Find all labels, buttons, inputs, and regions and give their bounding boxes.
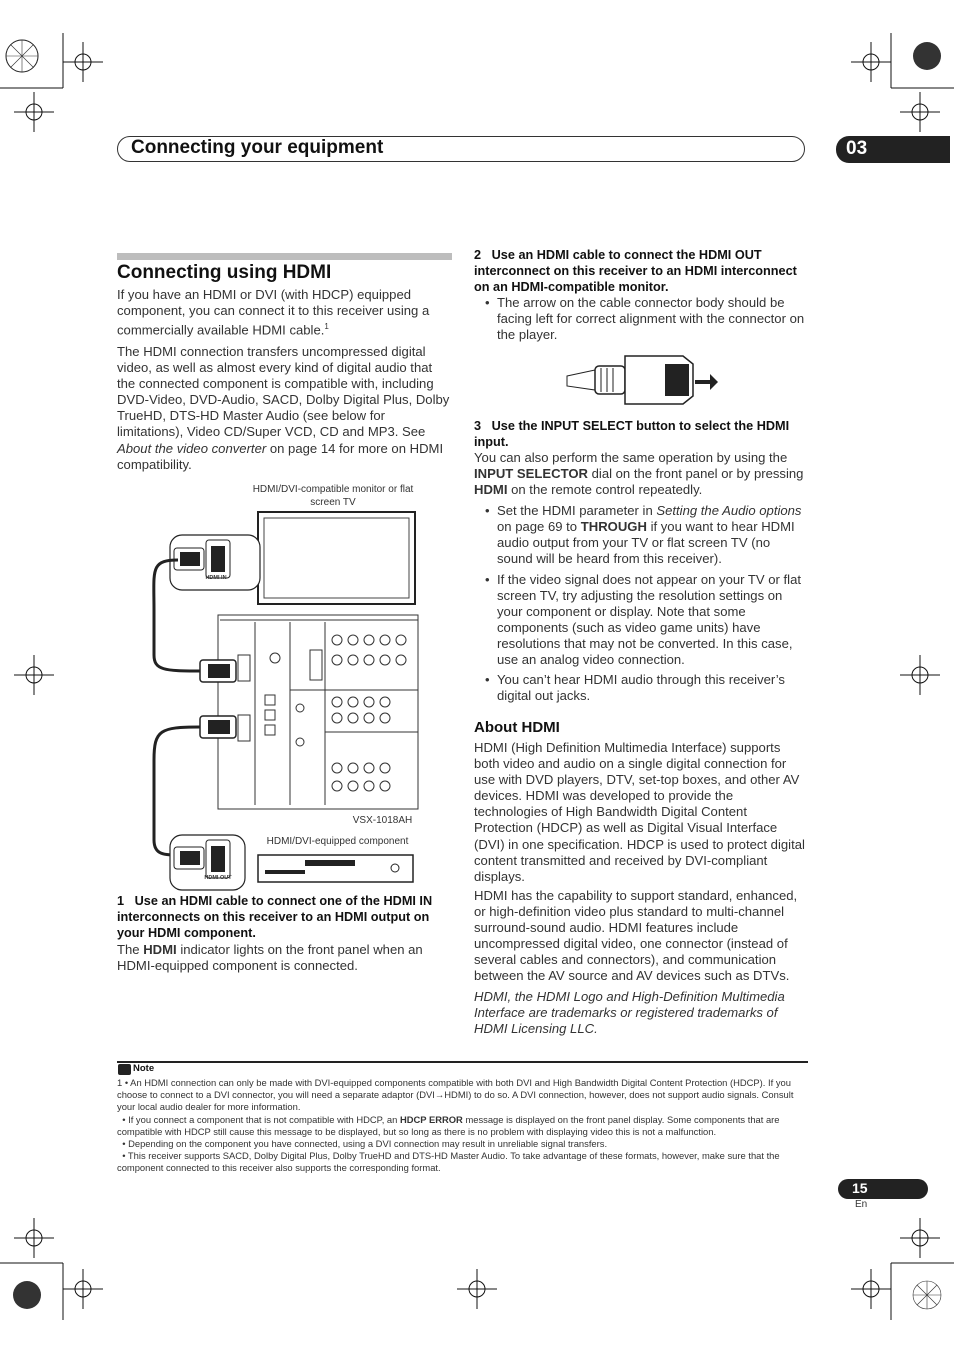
bullet-1-b: on page 69 to xyxy=(497,519,578,535)
footnote-2-a: • If you connect a component that is not compatible with HDCP, an xyxy=(122,1114,398,1125)
language-code: En xyxy=(855,1199,868,1210)
about-hdmi-heading: About HDMI xyxy=(474,719,560,736)
step-3-bullet-2 xyxy=(485,572,809,669)
step-2-bullet xyxy=(485,295,809,343)
cross-reference: About the video converter xyxy=(117,440,267,456)
component-label: HDMI/DVI-equipped component xyxy=(266,836,409,847)
bullet-1-bold: THROUGH xyxy=(580,519,647,535)
receiver-model-label: VSX-1018AH xyxy=(352,815,413,826)
intro-paragraph-2 xyxy=(117,344,452,473)
note-label: Note xyxy=(133,1063,155,1074)
page-number: 15 xyxy=(852,1180,868,1196)
hdmi-in-label: HDMI IN xyxy=(205,575,227,581)
section-rule xyxy=(117,253,452,260)
monitor-label: HDMI/DVI-compatible monitor or flat screen TV xyxy=(252,484,414,508)
bullet-dot: • xyxy=(485,503,490,518)
bullet-2-text: If the video signal does not appear on your TV or flat screen TV, try adjusting the resolution settings on your component or display. Note that some components (such as video game units) have resolutions that may not be converted. In this case, use an analog video connection. xyxy=(497,572,802,668)
bullet-dot: • xyxy=(485,572,490,587)
step-1-body-a: The xyxy=(117,942,140,957)
footnote-3-text: • Depending on the component you have connected, using a DVI connection may result in unreliable signal transfers. xyxy=(122,1138,608,1149)
intro-paragraph xyxy=(117,287,452,339)
intro2-text-end: on page 14 for more on HDMI compatibility. xyxy=(117,440,444,472)
receiver-illustration xyxy=(218,615,418,809)
step-2-bullet-text: The arrow on the cable connector body should be facing left for correct alignment with the connector on the player. xyxy=(497,295,805,343)
step-3-bullet-3 xyxy=(485,672,809,704)
bullet-dot: • xyxy=(485,672,490,687)
step-3-body-a: You can also perform the same operation by using the xyxy=(474,450,788,465)
footnote-2-b: message is displayed on the front panel display. Some components that are compatible with HDCP still cause this message to be displayed, but so long as there is no problem with displaying video this is not a malfunction. xyxy=(117,1114,780,1138)
section-title: Connecting using HDMI xyxy=(117,262,332,283)
step-3-body-bold-1: INPUT SELECTOR xyxy=(474,466,588,482)
step-2-number: 2 xyxy=(474,248,482,262)
chapter-number-tab xyxy=(836,136,950,163)
pencil-note-icon xyxy=(118,1064,131,1075)
monitor-illustration xyxy=(258,512,415,604)
step-2-text: Use an HDMI cable to connect the HDMI OUT interconnect on this receiver to an HDMI interconnect on an HDMI-compatible monitor. xyxy=(474,248,797,295)
footnote-1: 1 • An HDMI connection can only be made with DVI-equipped components compatible with both DVI and High Bandwidth Digital Content Protection (HDCP). If you choose to connect to a DVI connector, you will need a separate adaptor (DVI→HDMI) to do so. A DVI connection, however, does not support audio signals. Consult your local audio dealer for more information. xyxy=(117,1077,794,1113)
hdmi-out-callout xyxy=(170,835,245,890)
step-3-body-d: on the remote control repeatedly. xyxy=(511,482,703,498)
step-1-number: 1 xyxy=(117,894,125,908)
chapter-title: Connecting your equipment xyxy=(131,137,384,158)
about-hdmi-paragraph-2: HDMI has the capability to support standard, enhanced, or high-definition video plus standard to multi-channel surround-sound audio. HDMI features include uncompressed digital video, one connector (instead of several cables and connectors), and communication between the AV source and AV devices such as DTVs. xyxy=(474,888,798,984)
hdmi-in-callout xyxy=(170,535,260,590)
intro-text: If you have an HDMI or DVI (with HDCP) equipped component, you can connect it to this receiver using a commercially available HDMI cable. xyxy=(117,287,430,338)
footnote-4-text: • This receiver supports SACD, Dolby Digital Plus, Dolby TrueHD and DTS-HD Master Audio. To take advantage of these formats, however, make sure that the component connected to this receiver also supports the corresponding format. xyxy=(117,1150,780,1174)
step-2 xyxy=(474,247,809,295)
step-1-body xyxy=(117,942,452,974)
hdmi-out-label: HDMI OUT xyxy=(204,875,232,881)
footnote-2-bold: HDCP ERROR xyxy=(399,1114,463,1125)
bullet-1-ref: Setting the Audio options xyxy=(656,503,802,518)
step-3-text: Use the INPUT SELECT button to select the HDMI input. xyxy=(474,419,790,450)
bullet-3-text: You can’t hear HDMI audio through this receiver’s digital out jacks. xyxy=(497,672,785,704)
step-1-text: Use an HDMI cable to connect one of the HDMI IN interconnects on this receiver to an HDMI output on your HDMI component. xyxy=(117,894,433,941)
page-number-tab xyxy=(838,1179,928,1199)
bullet-1-a: Set the HDMI parameter in xyxy=(497,503,653,518)
step-3-body-bold-2: HDMI xyxy=(474,482,508,498)
intro2-text: The HDMI connection transfers uncompressed digital video, as well as almost every kind of digital audio that the connected component is compatible with, including DVD-Video, DVD-Audio, SACD, Dolby Digital Plus, Dolby TrueHD, DTS-HD Master Audio (see below for limitations), Video CD/Super VCD, CD and MP3. See xyxy=(117,344,450,440)
chapter-number: 03 xyxy=(846,138,868,159)
footnote-ref: 1 xyxy=(324,322,329,332)
step-1-body-b: indicator lights on the front panel when an HDMI-equipped component is connected. xyxy=(117,942,423,974)
note-divider xyxy=(117,1061,808,1063)
bullet-dot: • xyxy=(485,295,490,310)
step-3-body-c: dial on the front panel or by pressing xyxy=(591,466,804,482)
step-3-body xyxy=(474,450,809,498)
hdmi-plug-illustration xyxy=(565,350,725,410)
component-illustration xyxy=(258,855,413,882)
trademark-notice: HDMI, the HDMI Logo and High-Definition Multimedia Interface are trademarks or registered trademarks of HDMI Licensing LLC. xyxy=(474,989,785,1037)
step-3 xyxy=(474,418,809,450)
footnote-2 xyxy=(117,1114,809,1138)
step-1 xyxy=(117,893,452,941)
about-hdmi-paragraph-1: HDMI (High Definition Multimedia Interface) supports both video and audio on a single digital connection for use with DVD players, DTV, set-top boxes, and other AV devices. HDMI was developed to provide the technologies of High Bandwidth Digital Content Protection (HDCP) as well as Digital Visual Interface (DVI) in one specification. HDCP is used to protect digital content transmitted and received by DVI-compliant displays. xyxy=(474,740,805,884)
step-3-number: 3 xyxy=(474,419,482,433)
footnote-3 xyxy=(117,1138,809,1150)
step-3-bullet-1 xyxy=(485,503,809,567)
bullet-1-c: if you want to hear HDMI audio output from your TV or flat screen TV (no sound will be heard from this receiver). xyxy=(497,519,795,567)
step-1-body-bold: HDMI xyxy=(143,942,177,957)
footnote-4 xyxy=(117,1150,809,1174)
